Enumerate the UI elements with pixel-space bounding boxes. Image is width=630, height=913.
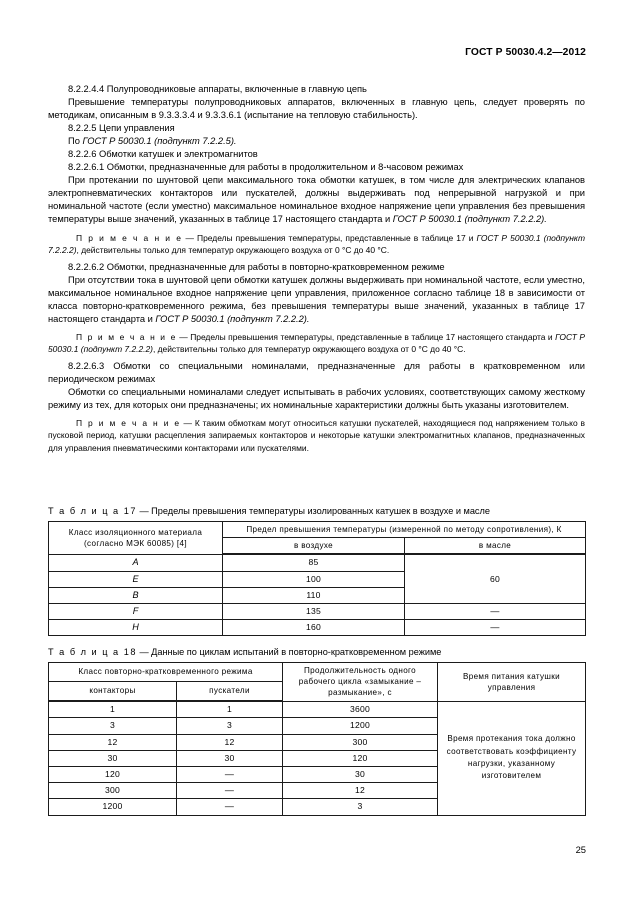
table-17-body xyxy=(49,554,586,636)
clause-8-2-2-6-1-text xyxy=(48,174,585,226)
table-18-header-cycle-duration-line3: размыкание», с xyxy=(328,688,392,698)
clause-8-2-2-6-1-reference: ГОСТ Р 50030.1 (подпункт 7.2.2.2). xyxy=(392,214,547,225)
table-18-cell-cycle: 300 xyxy=(283,734,438,750)
table-17-head xyxy=(49,522,586,555)
table-17-cell-oil: 60 xyxy=(405,554,586,603)
note-1-text-a: — Пределы превышения температуры, представленные в таблице 17 и xyxy=(182,232,477,243)
body-text-block xyxy=(48,83,585,454)
table-18-cell-cycle: 3 xyxy=(283,799,438,815)
clause-8-2-2-5-reference: ГОСТ Р 50030.1 (подпункт 7.2.2.5). xyxy=(82,136,237,147)
clause-8-2-2-6-2-heading: 8.2.2.6.2 Обмотки, предназначенные для работы в повторно-кратковременном режиме xyxy=(68,261,445,272)
table-18-cell-starters: 1 xyxy=(177,701,283,718)
table-18-cell-cycle: 30 xyxy=(283,766,438,782)
clause-8-2-2-6-2-reference: ГОСТ Р 50030.1 (подпункт 7.2.2.2). xyxy=(155,313,310,324)
clause-8-2-2-6-1-text-main: При протекании по шунтовой цепи максимального тока обмотки катушек, в том числе для электрических клапанов электропневматических контакторов или пускателей, должны выдерживать под непрерывной нагрузкой и при номинальной частоте (если уместно) максимальное номинальное входное напряжение цепи управления без превышения температуры выше значений, указанных в таблице 17 настоящего стандарта и xyxy=(48,175,585,225)
table-18-header-coil-supply-time-line1: Время питания катушки xyxy=(462,671,561,681)
table-18-header-coil-supply-time-line2: управления xyxy=(487,682,536,692)
table-18-cell-starters: — xyxy=(177,766,283,782)
clause-8-2-2-6-3-heading: 8.2.2.6.3 Обмотки со специальными номиналами, предназначенные для работы в кратковременном или периодическом режимах xyxy=(48,361,585,385)
note-1-text-c: , действительны только для температур окружающего воздуха от 0 °С до 40 °С. xyxy=(76,244,390,255)
note-1-reference: ГОСТ Р 50030.1 (подпункт 7.2.2.2) xyxy=(48,232,585,255)
note-3-text: — К таким обмоткам могут относиться катушки пускателей, находящиеся под напряжением только в пусковой период, катушки расцепления запираемых контакторов и некоторые катушки электромагнитных клапанов, предназначенных для управления пневматическими контакторами или пускателями. xyxy=(48,418,585,453)
table-18-cell-contactors: 1 xyxy=(49,701,177,718)
table-18-header-cycle-duration-line1: Продолжительность одного xyxy=(304,666,417,675)
table-18-cell-starters: — xyxy=(177,799,283,815)
table-17-cell-oil: — xyxy=(405,620,586,636)
table-18-header-cycle-duration-line2: рабочего цикла «замыкание – xyxy=(298,677,422,687)
table-17-cell-air: 160 xyxy=(223,620,405,636)
table-18-header-row-1 xyxy=(49,663,586,682)
table-row xyxy=(49,604,586,620)
page-number: 25 xyxy=(575,844,586,855)
note-3 xyxy=(48,417,585,453)
table-18-header-duty-class-span: Класс повторно-кратковременного режима xyxy=(49,663,283,682)
table-18-header-cycle-duration xyxy=(283,663,438,702)
table-18-container xyxy=(48,646,585,816)
table-18-cell-contactors: 120 xyxy=(49,766,177,782)
clause-8-2-2-5-heading: 8.2.2.5 Цепи управления xyxy=(68,123,175,134)
table-17-cell-air: 100 xyxy=(223,571,405,587)
table-18-head xyxy=(49,663,586,702)
table-row xyxy=(49,554,586,571)
note-2-reference: ГОСТ Р 50030.1 (подпункт 7.2.2.2) xyxy=(48,331,585,355)
table-row xyxy=(49,620,586,636)
table-18-cell-cycle: 1200 xyxy=(283,718,438,734)
table-17-cell-oil: — xyxy=(405,604,586,620)
clause-8-2-2-5-text xyxy=(48,135,585,148)
clause-8-2-2-6-2-text xyxy=(48,274,585,326)
table-18-cell-contactors: 30 xyxy=(49,750,177,766)
note-2-label: П р и м е ч а н и е xyxy=(76,331,177,342)
clause-8-2-2-5-prefix: По xyxy=(68,136,83,147)
table-17-caption xyxy=(48,505,585,517)
table-18-header-coil-supply-time xyxy=(438,663,586,702)
table-18-cell-contactors: 12 xyxy=(49,734,177,750)
note-1 xyxy=(48,232,585,256)
table-17 xyxy=(48,521,586,636)
table-18-cell-cycle: 3600 xyxy=(283,701,438,718)
table-18-cell-contactors: 1200 xyxy=(49,799,177,815)
table-17-cell-class: A xyxy=(49,554,223,571)
table-18-cell-cycle: 12 xyxy=(283,783,438,799)
table-17-header-in-air: в воздухе xyxy=(223,538,405,555)
table-17-header-material-class-line2: (согласно МЭК 60085) [4] xyxy=(84,538,187,548)
table-17-header-in-oil: в масле xyxy=(405,538,586,555)
table-17-caption-label: Т а б л и ц а 17 xyxy=(48,506,137,516)
table-18-caption xyxy=(48,646,585,658)
table-18-cell-starters: 30 xyxy=(177,750,283,766)
note-2 xyxy=(48,331,585,355)
table-17-cell-air: 110 xyxy=(223,587,405,603)
table-18-header-starters: пускатели xyxy=(177,682,283,702)
table-17-cell-class: H xyxy=(49,620,223,636)
note-1-label: П р и м е ч а н и е xyxy=(76,232,183,243)
table-17-cell-air: 85 xyxy=(223,554,405,571)
table-17-cell-class: B xyxy=(49,587,223,603)
table-18-cell-starters: 12 xyxy=(177,734,283,750)
clause-8-2-2-6-3-text: Обмотки со специальными номиналами следует испытывать в рабочих условиях, соответствующих самому жесткому режиму из тех, для которых они предназначены; их номинальные характеристики должны быть указаны изготовителем. xyxy=(48,387,585,411)
note-3-label: П р и м е ч а н и е xyxy=(76,418,181,429)
table-17-cell-class: F xyxy=(49,604,223,620)
table-17-container xyxy=(48,505,585,636)
table-18-cell-contactors: 3 xyxy=(49,718,177,734)
table-17-caption-text: — Пределы превышения температуры изолированных катушек в воздухе и масле xyxy=(136,506,490,516)
table-row xyxy=(49,701,586,718)
document-header-standard-number: ГОСТ Р 50030.4.2—2012 xyxy=(465,47,586,58)
table-17-header-row-1 xyxy=(49,522,586,538)
table-18-body xyxy=(49,701,586,815)
clause-8-2-2-6-1-heading: 8.2.2.6.1 Обмотки, предназначенные для работы в продолжительном и 8-часовом режимах xyxy=(68,162,464,173)
table-18-cell-starters: — xyxy=(177,783,283,799)
table-18-caption-text: — Данные по циклам испытаний в повторно-кратковременном режиме xyxy=(136,647,442,657)
table-17-header-limit-span: Предел превышения температуры (измеренной по методу сопротивления), К xyxy=(223,522,586,538)
table-18-cell-starters: 3 xyxy=(177,718,283,734)
note-2-text-a: — Пределы превышения температуры, представленные в таблице 17 настоящего стандарта и xyxy=(176,331,556,342)
table-18-cell-cycle: 120 xyxy=(283,750,438,766)
table-18-header-contactors: контакторы xyxy=(49,682,177,702)
clause-8-2-2-4-4-heading: 8.2.2.4.4 Полупроводниковые аппараты, включенные в главную цепь xyxy=(68,84,367,94)
table-17-header-material-class-line1: Класс изоляционного материала xyxy=(68,527,203,537)
clause-8-2-2-4-4-text: Превышение температуры полупроводниковых аппаратов, включенных в главную цепь, следует проверять по методикам, описанным в 9.3.3.3.4 и 9.3.3.6.1 (испытание на тепловую стабильность). xyxy=(48,97,585,121)
table-18-cell-coil-supply-note: Время протекания тока должно соответствовать коэффициенту нагрузки, указанному изготовителем xyxy=(438,701,586,815)
table-17-cell-air: 135 xyxy=(223,604,405,620)
table-17-header-material-class xyxy=(49,522,223,555)
table-17-cell-class: E xyxy=(49,571,223,587)
table-18 xyxy=(48,662,586,816)
clause-8-2-2-6-2-text-main: При отсутствии тока в шунтовой цепи обмотки катушек должны выдерживать при номинальной частоте, если уместно, максимальное номинальное входное напряжение цепи управления, приложенное согласно таблице 18 в зависимости от класса повторно-кратковременного режима, без превышения температуры выше значений, указанных в таблице 17 настоящего стандарта и xyxy=(48,274,585,324)
clause-8-2-2-6-heading: 8.2.2.6 Обмотки катушек и электромагнитов xyxy=(68,149,258,160)
table-18-caption-label: Т а б л и ц а 18 xyxy=(48,647,137,657)
note-2-text-c: , действительны только для температур окружающего воздуха от 0 °С до 40 °С. xyxy=(152,344,466,355)
table-18-cell-contactors: 300 xyxy=(49,783,177,799)
